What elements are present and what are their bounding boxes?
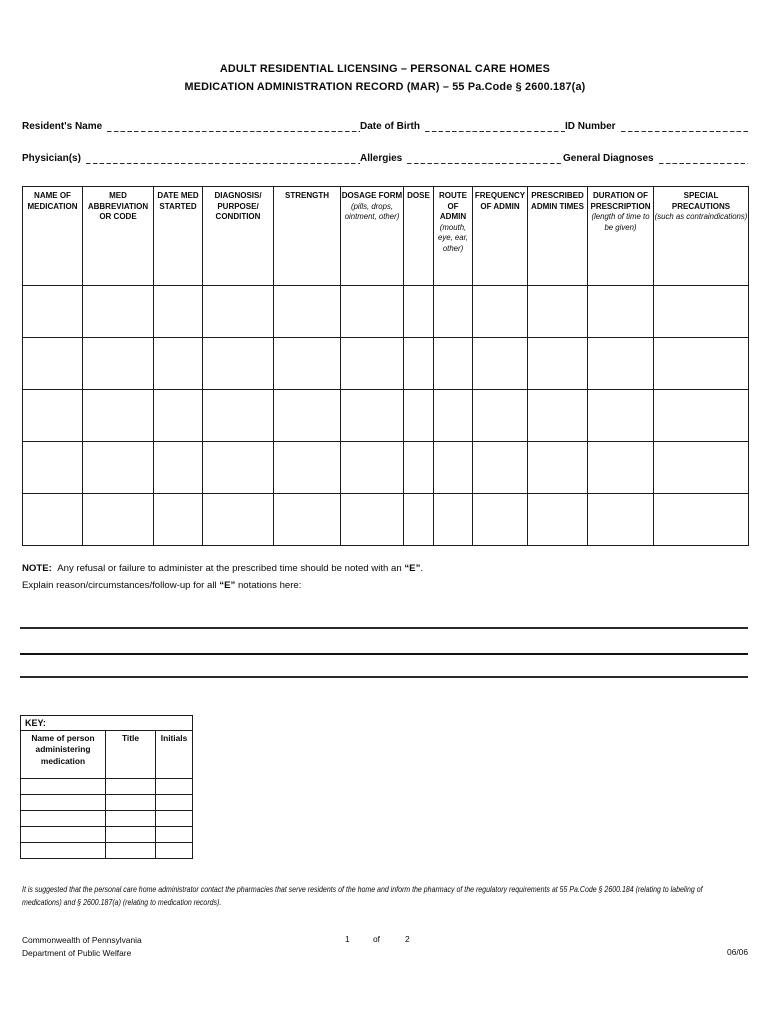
allergies-field[interactable] bbox=[407, 151, 563, 164]
footer-page-total: 2 bbox=[405, 934, 410, 944]
header-sublabel: (mouth, eye, ear, other) bbox=[438, 222, 468, 253]
header-label: DATE MED STARTED bbox=[157, 191, 199, 211]
med-table-header-cell bbox=[23, 187, 83, 286]
footer-page-number: 1 bbox=[345, 934, 350, 944]
header-sublabel: (pills, drops, ointment, other) bbox=[344, 201, 400, 222]
med-table-cell[interactable] bbox=[473, 442, 528, 494]
key-table-cell[interactable] bbox=[156, 811, 193, 827]
medical-field-row bbox=[22, 151, 748, 166]
med-table-cell[interactable] bbox=[83, 442, 154, 494]
med-table-cell[interactable] bbox=[528, 442, 588, 494]
med-table-cell[interactable] bbox=[654, 494, 749, 546]
med-table-cell[interactable] bbox=[154, 286, 203, 338]
page-footer bbox=[0, 934, 770, 964]
med-table-cell[interactable] bbox=[473, 494, 528, 546]
med-table-cell[interactable] bbox=[341, 494, 404, 546]
key-table-row bbox=[21, 779, 193, 795]
footer-page-of: of bbox=[373, 934, 380, 944]
med-table-cell[interactable] bbox=[83, 494, 154, 546]
note-block bbox=[22, 560, 423, 594]
med-table-header-cell bbox=[654, 187, 749, 286]
med-table-cell[interactable] bbox=[83, 338, 154, 390]
key-header-initials: Initials bbox=[156, 731, 193, 779]
med-table-cell[interactable] bbox=[473, 390, 528, 442]
med-table-cell[interactable] bbox=[434, 390, 473, 442]
footer-org bbox=[22, 934, 142, 960]
med-table-cell[interactable] bbox=[274, 390, 341, 442]
med-table-cell[interactable] bbox=[23, 494, 83, 546]
explanation-line-3[interactable] bbox=[20, 676, 748, 678]
note-label: NOTE: bbox=[22, 563, 52, 574]
med-table-header-cell bbox=[473, 187, 528, 286]
key-table-cell[interactable] bbox=[21, 827, 106, 843]
key-table-cell[interactable] bbox=[106, 779, 156, 795]
med-table-header-cell bbox=[588, 187, 654, 286]
med-table-cell[interactable] bbox=[274, 442, 341, 494]
med-table-cell[interactable] bbox=[341, 442, 404, 494]
date-of-birth-field[interactable] bbox=[425, 119, 565, 132]
med-table-cell[interactable] bbox=[154, 494, 203, 546]
id-number-field[interactable] bbox=[621, 119, 748, 132]
med-table-header-cell bbox=[528, 187, 588, 286]
suggestion-text bbox=[22, 883, 756, 910]
med-table-cell[interactable] bbox=[203, 390, 274, 442]
explanation-line-1[interactable] bbox=[20, 627, 748, 629]
med-table-cell[interactable] bbox=[23, 286, 83, 338]
explanation-line-2[interactable] bbox=[20, 653, 748, 655]
header-sublabel: (length of time to be given) bbox=[591, 212, 650, 232]
footer-org-line1: Commonwealth of Pennsylvania bbox=[22, 935, 142, 945]
header-label: PRESCRIBED ADMIN TIMES bbox=[531, 191, 584, 211]
med-table-cell[interactable] bbox=[654, 286, 749, 338]
med-table-header-cell bbox=[274, 187, 341, 286]
resident-name-label: Resident's Name bbox=[22, 121, 103, 132]
med-table-cell[interactable] bbox=[23, 442, 83, 494]
med-table-row bbox=[23, 494, 749, 546]
key-table-row bbox=[21, 827, 193, 843]
med-table-header-cell bbox=[154, 187, 203, 286]
med-table-row bbox=[23, 338, 749, 390]
key-table bbox=[20, 715, 193, 859]
med-table-header-row bbox=[23, 187, 749, 286]
key-table-cell[interactable] bbox=[156, 779, 193, 795]
med-table-cell[interactable] bbox=[473, 338, 528, 390]
key-table-row bbox=[21, 811, 193, 827]
med-table-cell[interactable] bbox=[23, 390, 83, 442]
med-table-cell[interactable] bbox=[341, 390, 404, 442]
form-title-line2: MEDICATION ADMINISTRATION RECORD (MAR) – 55 Pa.Code § 2600.187(a) bbox=[184, 81, 586, 93]
med-table-cell[interactable] bbox=[203, 338, 274, 390]
med-table-cell[interactable] bbox=[404, 390, 434, 442]
key-header-title: Title bbox=[106, 731, 156, 779]
form-title-line1: ADULT RESIDENTIAL LICENSING – PERSONAL CARE HOMES bbox=[219, 63, 551, 75]
med-table-cell[interactable] bbox=[434, 338, 473, 390]
key-table-cell[interactable] bbox=[156, 827, 193, 843]
header-label: DIAGNOSIS/ PURPOSE/ CONDITION bbox=[214, 191, 262, 222]
id-number-label: ID Number bbox=[565, 121, 616, 132]
med-table-cell[interactable] bbox=[154, 338, 203, 390]
key-table-cell[interactable] bbox=[21, 811, 106, 827]
header-label: FREQUENCY OF ADMIN bbox=[474, 191, 526, 211]
med-table-cell[interactable] bbox=[434, 286, 473, 338]
key-title-row bbox=[21, 716, 193, 731]
general-diagnoses-label: General Diagnoses bbox=[563, 153, 654, 164]
med-table-cell[interactable] bbox=[588, 442, 654, 494]
med-table-cell[interactable] bbox=[528, 286, 588, 338]
med-table-cell[interactable] bbox=[404, 286, 434, 338]
med-table-cell[interactable] bbox=[528, 494, 588, 546]
med-table-cell[interactable] bbox=[274, 286, 341, 338]
header-label: DURATION OF PRESCRIPTION bbox=[590, 191, 651, 211]
suggestion-line2: medications) and § 2600.187(a) (relating to medication records). bbox=[22, 897, 222, 908]
key-table-cell[interactable] bbox=[156, 843, 193, 859]
med-table-cell[interactable] bbox=[404, 338, 434, 390]
med-table-cell[interactable] bbox=[341, 338, 404, 390]
med-table-cell[interactable] bbox=[434, 494, 473, 546]
header-label: MED ABBREVIATION OR CODE bbox=[87, 191, 149, 222]
resident-name-field[interactable] bbox=[107, 119, 360, 132]
med-table-cell[interactable] bbox=[274, 494, 341, 546]
key-table-cell[interactable] bbox=[21, 795, 106, 811]
med-table-cell[interactable] bbox=[528, 390, 588, 442]
key-table-cell[interactable] bbox=[21, 779, 106, 795]
header-label: ROUTE OF ADMIN bbox=[439, 191, 467, 222]
key-table-cell[interactable] bbox=[156, 795, 193, 811]
key-table-cell[interactable] bbox=[106, 795, 156, 811]
med-table-cell[interactable] bbox=[588, 286, 654, 338]
date-of-birth-label: Date of Birth bbox=[360, 121, 420, 132]
key-table-row bbox=[21, 843, 193, 859]
med-table-header-cell bbox=[203, 187, 274, 286]
med-table-cell[interactable] bbox=[203, 494, 274, 546]
med-table-cell[interactable] bbox=[528, 338, 588, 390]
header-sublabel: (such as contraindications) bbox=[654, 212, 748, 222]
med-table-cell[interactable] bbox=[588, 494, 654, 546]
med-table-cell[interactable] bbox=[434, 442, 473, 494]
med-table-header-cell bbox=[341, 187, 404, 286]
footer-date-code: 06/06 bbox=[727, 947, 748, 957]
key-table-cell[interactable] bbox=[106, 827, 156, 843]
med-table-row bbox=[23, 286, 749, 338]
footer-org-line2: Department of Public Welfare bbox=[22, 948, 132, 958]
general-diagnoses-field[interactable] bbox=[659, 151, 748, 164]
med-table-cell[interactable] bbox=[654, 338, 749, 390]
med-table-cell[interactable] bbox=[404, 494, 434, 546]
med-table-header-cell bbox=[434, 187, 473, 286]
med-table-cell[interactable] bbox=[83, 286, 154, 338]
key-table-cell[interactable] bbox=[106, 811, 156, 827]
med-table-cell[interactable] bbox=[654, 390, 749, 442]
medication-table bbox=[22, 186, 749, 546]
identity-field-row bbox=[22, 119, 748, 134]
med-table-cell[interactable] bbox=[23, 338, 83, 390]
physicians-label: Physician(s) bbox=[22, 153, 81, 164]
med-table-header-cell bbox=[83, 187, 154, 286]
header-label: NAME OF MEDICATION bbox=[27, 191, 78, 211]
header-label: STRENGTH bbox=[285, 191, 329, 200]
med-table-header-cell bbox=[404, 187, 434, 286]
key-title: KEY: bbox=[21, 716, 193, 731]
physicians-field[interactable] bbox=[86, 151, 360, 164]
allergies-label: Allergies bbox=[360, 153, 403, 164]
header-label: DOSAGE FORM bbox=[341, 191, 403, 200]
med-table-cell[interactable] bbox=[154, 442, 203, 494]
med-table-cell[interactable] bbox=[654, 442, 749, 494]
header-label: SPECIAL PRECAUTIONS bbox=[671, 191, 731, 211]
med-table-cell[interactable] bbox=[83, 390, 154, 442]
med-table-cell[interactable] bbox=[203, 286, 274, 338]
key-table-cell[interactable] bbox=[21, 843, 106, 859]
med-table-cell[interactable] bbox=[154, 390, 203, 442]
med-table-cell[interactable] bbox=[341, 286, 404, 338]
med-table-row bbox=[23, 442, 749, 494]
key-header-name: Name of person administering medication bbox=[21, 731, 106, 779]
med-table-cell[interactable] bbox=[588, 390, 654, 442]
note-line1: NOTE: Any refusal or failure to administer at the prescribed time should be noted with an “E”. bbox=[22, 563, 424, 574]
med-table-cell[interactable] bbox=[274, 338, 341, 390]
key-table-row bbox=[21, 795, 193, 811]
med-table-row bbox=[23, 390, 749, 442]
note-line2: Explain reason/circumstances/follow-up for all “E” notations here: bbox=[22, 580, 302, 591]
key-header-row bbox=[21, 731, 193, 779]
key-table-cell[interactable] bbox=[106, 843, 156, 859]
suggestion-line1: It is suggested that the personal care home administrator contact the pharmacies that serve residents of the home and inform the pharmacy of the regulatory requirements at 55 Pa.Code § 2600.184 (relating to labeling of bbox=[22, 884, 703, 894]
med-table-cell[interactable] bbox=[588, 338, 654, 390]
med-table-cell[interactable] bbox=[404, 442, 434, 494]
med-table-cell[interactable] bbox=[473, 286, 528, 338]
header-label: DOSE bbox=[407, 191, 430, 200]
med-table-cell[interactable] bbox=[203, 442, 274, 494]
